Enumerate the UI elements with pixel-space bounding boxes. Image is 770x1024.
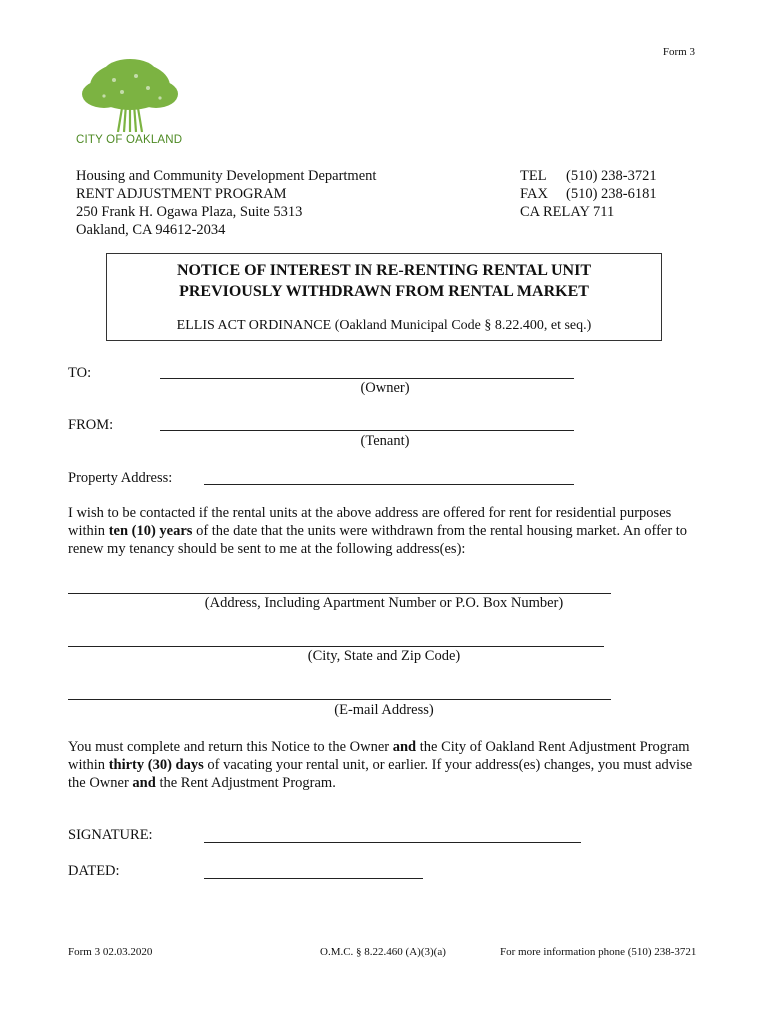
ordinance-subtitle: ELLIS ACT ORDINANCE (Oakland Municipal Code § 8.22.400, et seq.) bbox=[176, 318, 592, 333]
tel-label: TEL bbox=[520, 168, 547, 184]
owner-line[interactable] bbox=[160, 378, 574, 379]
logo-text: CITY OF OAKLAND bbox=[76, 134, 183, 146]
return-text-3: of vacating your rental unit, or earlier. If your address(es) changes, you must advise the Owner bbox=[68, 757, 693, 791]
address-caption: (Address, Including Apartment Number or P.O. Box Number) bbox=[204, 595, 564, 611]
tel-number: (510) 238-3721 bbox=[566, 168, 657, 184]
return-text-4: the Rent Adjustment Program. bbox=[155, 775, 336, 791]
owner-caption: (Owner) bbox=[360, 380, 410, 396]
contact-paragraph bbox=[68, 504, 708, 558]
from-label: FROM: bbox=[68, 417, 114, 433]
email-caption: (E-mail Address) bbox=[334, 702, 434, 718]
address-line-1: 250 Frank H. Ogawa Plaza, Suite 5313 bbox=[76, 204, 303, 220]
property-address-label: Property Address: bbox=[68, 470, 173, 486]
title-line-2: PREVIOUSLY WITHDRAWN FROM RENTAL MARKET bbox=[179, 283, 589, 300]
address-line[interactable] bbox=[68, 593, 611, 594]
contact-text-2: of the date that the units were withdrawn from the rental housing market. An offer to renew my tenancy should be sent to me at the following address(es): bbox=[68, 523, 688, 557]
city-caption: (City, State and Zip Code) bbox=[307, 648, 461, 664]
tenant-caption: (Tenant) bbox=[360, 433, 410, 449]
title-box bbox=[106, 253, 662, 341]
ten-years-emphasis: ten (10) years bbox=[108, 523, 193, 539]
fax-label: FAX bbox=[520, 186, 548, 202]
return-text-1: You must complete and return this Notice to the Owner bbox=[68, 739, 393, 755]
dated-line[interactable] bbox=[204, 878, 423, 879]
to-label: TO: bbox=[68, 365, 92, 381]
thirty-days-emphasis: thirty (30) days bbox=[108, 757, 204, 773]
footer-form-date: Form 3 02.03.2020 bbox=[68, 946, 153, 958]
return-text-2: the City of Oakland Rent Adjustment Program within bbox=[68, 739, 690, 773]
title-line-1: NOTICE OF INTEREST IN RE-RENTING RENTAL UNIT bbox=[176, 262, 591, 279]
signature-label: SIGNATURE: bbox=[68, 827, 153, 843]
tenant-line[interactable] bbox=[160, 430, 574, 431]
dated-label: DATED: bbox=[68, 863, 120, 879]
and-emphasis-2: and bbox=[132, 775, 156, 791]
return-paragraph bbox=[68, 738, 693, 792]
dept-name: Housing and Community Development Department bbox=[76, 168, 377, 184]
city-line[interactable] bbox=[68, 646, 604, 647]
city-logo bbox=[74, 58, 186, 150]
program-name: RENT ADJUSTMENT PROGRAM bbox=[76, 186, 287, 202]
email-line[interactable] bbox=[68, 699, 611, 700]
form-id: Form 3 bbox=[662, 46, 695, 58]
contact-text-1: I wish to be contacted if the rental units at the above address are offered for rent for residential purposes within bbox=[68, 505, 672, 539]
address-line-2: Oakland, CA 94612-2034 bbox=[76, 222, 226, 238]
footer-code: O.M.C. § 8.22.460 (A)(3)(a) bbox=[320, 946, 446, 958]
oak-tree-icon bbox=[74, 58, 186, 136]
property-address-line[interactable] bbox=[204, 484, 574, 485]
relay-line: CA RELAY 711 bbox=[520, 204, 615, 220]
fax-number: (510) 238-6181 bbox=[566, 186, 657, 202]
and-emphasis-1: and bbox=[392, 739, 417, 755]
signature-line[interactable] bbox=[204, 842, 581, 843]
footer-phone: For more information phone (510) 238-3721 bbox=[500, 946, 697, 958]
